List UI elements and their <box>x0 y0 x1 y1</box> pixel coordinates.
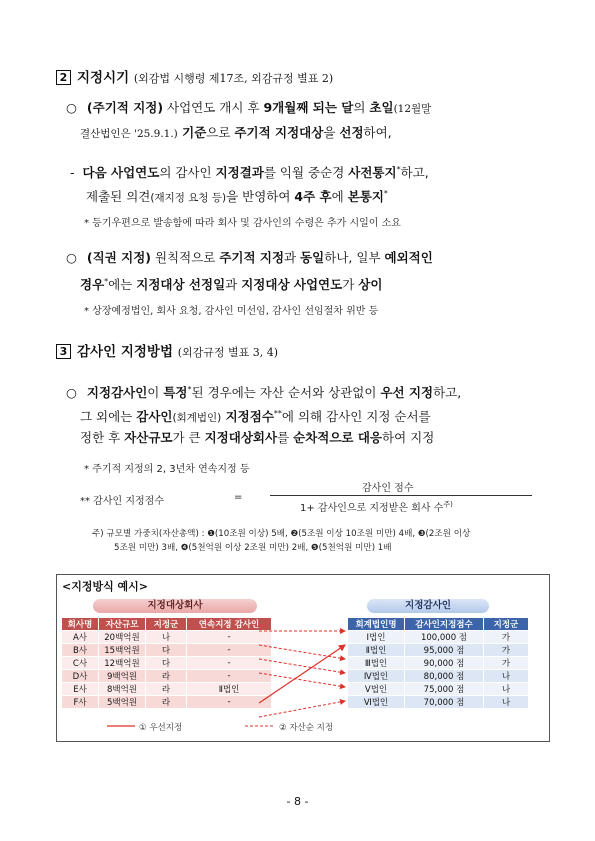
footnote-mark: ** <box>273 409 282 418</box>
text: 주기적 지정대상 <box>234 125 324 140</box>
text: 지정대상회사 <box>204 430 278 445</box>
column-header: 회계법인명 <box>348 618 405 631</box>
column-header: 자산규모 <box>99 618 146 631</box>
formula-label: ** 감사인 지정점수 <box>80 496 164 507</box>
cell: 70,000 점 <box>405 696 484 709</box>
text: 제출된 의견 <box>86 189 151 205</box>
cell: 라 <box>146 696 187 709</box>
cell: Ⅵ법인 <box>348 696 405 709</box>
bullet-marker: ○ <box>66 100 77 115</box>
cell: Ⅰ법인 <box>348 631 405 644</box>
cell: 12백억원 <box>99 657 146 670</box>
cell: 나 <box>484 670 529 683</box>
text: 에 <box>331 189 348 205</box>
text: 사업연도 개시 후 <box>163 100 264 115</box>
bullet-marker: ○ <box>66 250 77 265</box>
text: 하여 지정 <box>382 430 435 445</box>
s2-bullet2-line1 <box>66 246 433 270</box>
text: (회계법인) <box>172 412 222 425</box>
s2-note2: * 상장예정법인, 회사 요청, 감사인 미선임, 감사인 선임절차 위반 등 <box>84 306 379 317</box>
cell: 나 <box>484 696 529 709</box>
s3-bullet1-line3 <box>80 426 434 450</box>
cell: Ⅲ법인 <box>348 657 405 670</box>
text: 이 <box>147 385 164 401</box>
column-header: 연속지정 감사인 <box>187 618 272 631</box>
cell: 95,000 점 <box>405 644 484 657</box>
text: 의 감사인 <box>159 165 216 181</box>
text: 예외적인 <box>384 250 433 265</box>
cell: - <box>187 644 272 657</box>
text: 기준 <box>177 125 207 140</box>
text: 지정감사인 <box>86 385 148 401</box>
right-header-pill: 지정감사인 <box>367 599 489 613</box>
page-number: - 8 - <box>286 795 309 808</box>
text: 본통지 <box>347 189 384 205</box>
cell: 라 <box>146 683 187 696</box>
text: 4주 후 <box>294 189 332 205</box>
text: (재지정 요청 등) <box>150 192 227 205</box>
bullet-tag: (주기적 지정) <box>86 100 164 115</box>
bullet-tag: (직권 지정) <box>86 250 151 265</box>
text: 주기적 지정 <box>219 250 285 265</box>
cell: B사 <box>62 644 99 657</box>
section2-number: 2 <box>56 70 71 85</box>
text: 선정 <box>339 125 364 140</box>
text: 의 <box>353 100 370 115</box>
text: 초일 <box>369 100 394 115</box>
text: 하고, <box>433 385 462 401</box>
section2-ref: (외감법 시행령 제17조, 외감규정 별표 2) <box>133 72 334 85</box>
weight-footnote-line2: 5조원 미만) 3배, ❹(5천억원 이상 2조원 미만) 2배, ❺(5천억원 미만) 1배 <box>114 543 392 553</box>
cell: 가 <box>484 644 529 657</box>
text: 를 익월 중순경 <box>263 165 349 181</box>
formula-denominator <box>300 499 453 514</box>
example-diagram <box>56 574 550 742</box>
cell: Ⅳ법인 <box>348 670 405 683</box>
text: 지정대상 선정일 <box>136 277 226 293</box>
legend-priority: ① 우선지정 <box>139 723 183 733</box>
bullet-marker: ○ <box>66 385 77 401</box>
text: 된 경우에는 자산 순서와 상관없이 <box>191 385 381 401</box>
cell: Ⅱ법인 <box>348 644 405 657</box>
column-header: 지정군 <box>484 618 529 631</box>
formula-equals: = <box>234 492 243 503</box>
cell: - <box>187 696 272 709</box>
text: 하나, 일부 <box>324 250 385 265</box>
text: 지정결과 <box>215 165 264 181</box>
formula-denominator-text: 1+ 감사인으로 지정받은 회사 수 <box>300 503 444 514</box>
cell: - <box>187 670 272 683</box>
example-title: <지정방식 예시> <box>62 580 149 593</box>
cell: 100,000 점 <box>405 631 484 644</box>
footnote-mark: 주) <box>443 500 453 509</box>
section3-ref: (외감규정 별표 3, 4) <box>177 346 279 359</box>
s2-bullet1-line1 <box>66 96 431 121</box>
text: 자산규모 <box>124 430 173 445</box>
cell: 나 <box>484 683 529 696</box>
text: 순차적으로 대응 <box>293 430 383 445</box>
cell: C사 <box>62 657 99 670</box>
column-header: 지정군 <box>146 618 187 631</box>
cell: 9백억원 <box>99 670 146 683</box>
cell: 다 <box>146 644 187 657</box>
cell: 다 <box>146 657 187 670</box>
cell: - <box>187 631 272 644</box>
text: 감사인 <box>136 409 173 425</box>
text: 상이 <box>358 277 383 293</box>
cell: Ⅴ법인 <box>348 683 405 696</box>
cell: - <box>187 657 272 670</box>
column-header: 감사인지정점수 <box>405 618 484 631</box>
text: 동일 <box>300 250 325 265</box>
s2-bullet2-line2 <box>80 270 382 297</box>
text: 지정점수 <box>221 409 274 425</box>
s3-note1: * 주기적 지정의 2, 3년차 연속지정 등 <box>84 464 250 475</box>
text: 그 외에는 <box>80 409 137 425</box>
text: (12월말 <box>393 103 432 115</box>
mapping-arrows <box>57 575 549 741</box>
formula-numerator: 감사인 점수 <box>362 483 414 494</box>
cell: 나 <box>146 631 187 644</box>
text: 경우 <box>80 277 105 293</box>
footnote-mark: * <box>104 277 109 286</box>
footnote-mark: * <box>187 385 192 394</box>
formula-fraction-bar <box>270 495 532 496</box>
cell: F사 <box>62 696 99 709</box>
cell: 가 <box>484 631 529 644</box>
s2-note1: * 등기우편으로 발송함에 따라 회사 및 감사인의 수령은 추가 시일이 소요 <box>84 218 401 229</box>
text: 사전통지 <box>348 165 397 181</box>
cell: 가 <box>484 657 529 670</box>
text: 에 의해 감사인 지정 순서를 <box>281 409 431 425</box>
cell: 15백억원 <box>99 644 146 657</box>
text: 가 <box>342 277 359 293</box>
column-header: 회사명 <box>62 618 99 631</box>
s2-dash1-line2 <box>86 182 388 210</box>
cell: 80,000 점 <box>405 670 484 683</box>
cell: A사 <box>62 631 99 644</box>
text: 하고, <box>400 165 429 181</box>
cell: 20백억원 <box>99 631 146 644</box>
text: 정한 후 <box>80 430 125 445</box>
section3-heading <box>56 340 278 360</box>
priority-arrow <box>259 645 345 703</box>
section3-number: 3 <box>56 344 71 359</box>
text: 가 큰 <box>172 430 205 445</box>
footnote-mark: * <box>396 165 401 174</box>
text: 를 <box>277 430 294 445</box>
text: 9개월째 되는 달 <box>263 100 354 115</box>
dash-marker: - <box>70 165 75 181</box>
section2-heading <box>56 66 333 86</box>
cell: 5백억원 <box>99 696 146 709</box>
cell: Ⅱ법인 <box>187 683 272 696</box>
text: 으로 <box>206 125 235 140</box>
cell: 라 <box>146 670 187 683</box>
text: 과 <box>225 277 242 293</box>
text: 하여, <box>363 125 392 140</box>
section3-title: 감사인 지정방법 <box>77 344 173 360</box>
s2-bullet1-line2 <box>80 121 392 146</box>
text: 에는 <box>108 277 137 293</box>
cell: 8백억원 <box>99 683 146 696</box>
text: 특정 <box>163 385 188 401</box>
cell: 90,000 점 <box>405 657 484 670</box>
cell: E사 <box>62 683 99 696</box>
text: 우선 지정 <box>380 385 434 401</box>
text: 을 반영하여 <box>226 189 295 205</box>
cell: 75,000 점 <box>405 683 484 696</box>
text: 결산법인은 '25.9.1.) <box>80 128 178 140</box>
text: 원칙적으로 <box>150 250 220 265</box>
left-header-pill: 지정대상회사 <box>93 599 257 613</box>
text: 을 <box>323 125 340 140</box>
footnote-mark: * <box>383 189 388 198</box>
weight-footnote-line1: 주) 규모별 가중치(자산총액) : ❶(10조원 이상) 5배, ❷(5조원 이상 10조원 미만) 4배, ❸(2조원 이상 <box>92 529 471 539</box>
text: 다음 사업연도 <box>82 165 160 181</box>
cell: D사 <box>62 670 99 683</box>
section2-title: 지정시기 <box>77 70 130 86</box>
legend-asset-order: ② 자산순 지정 <box>279 723 334 733</box>
text: 지정대상 사업연도 <box>241 277 343 293</box>
text: 과 <box>284 250 301 265</box>
